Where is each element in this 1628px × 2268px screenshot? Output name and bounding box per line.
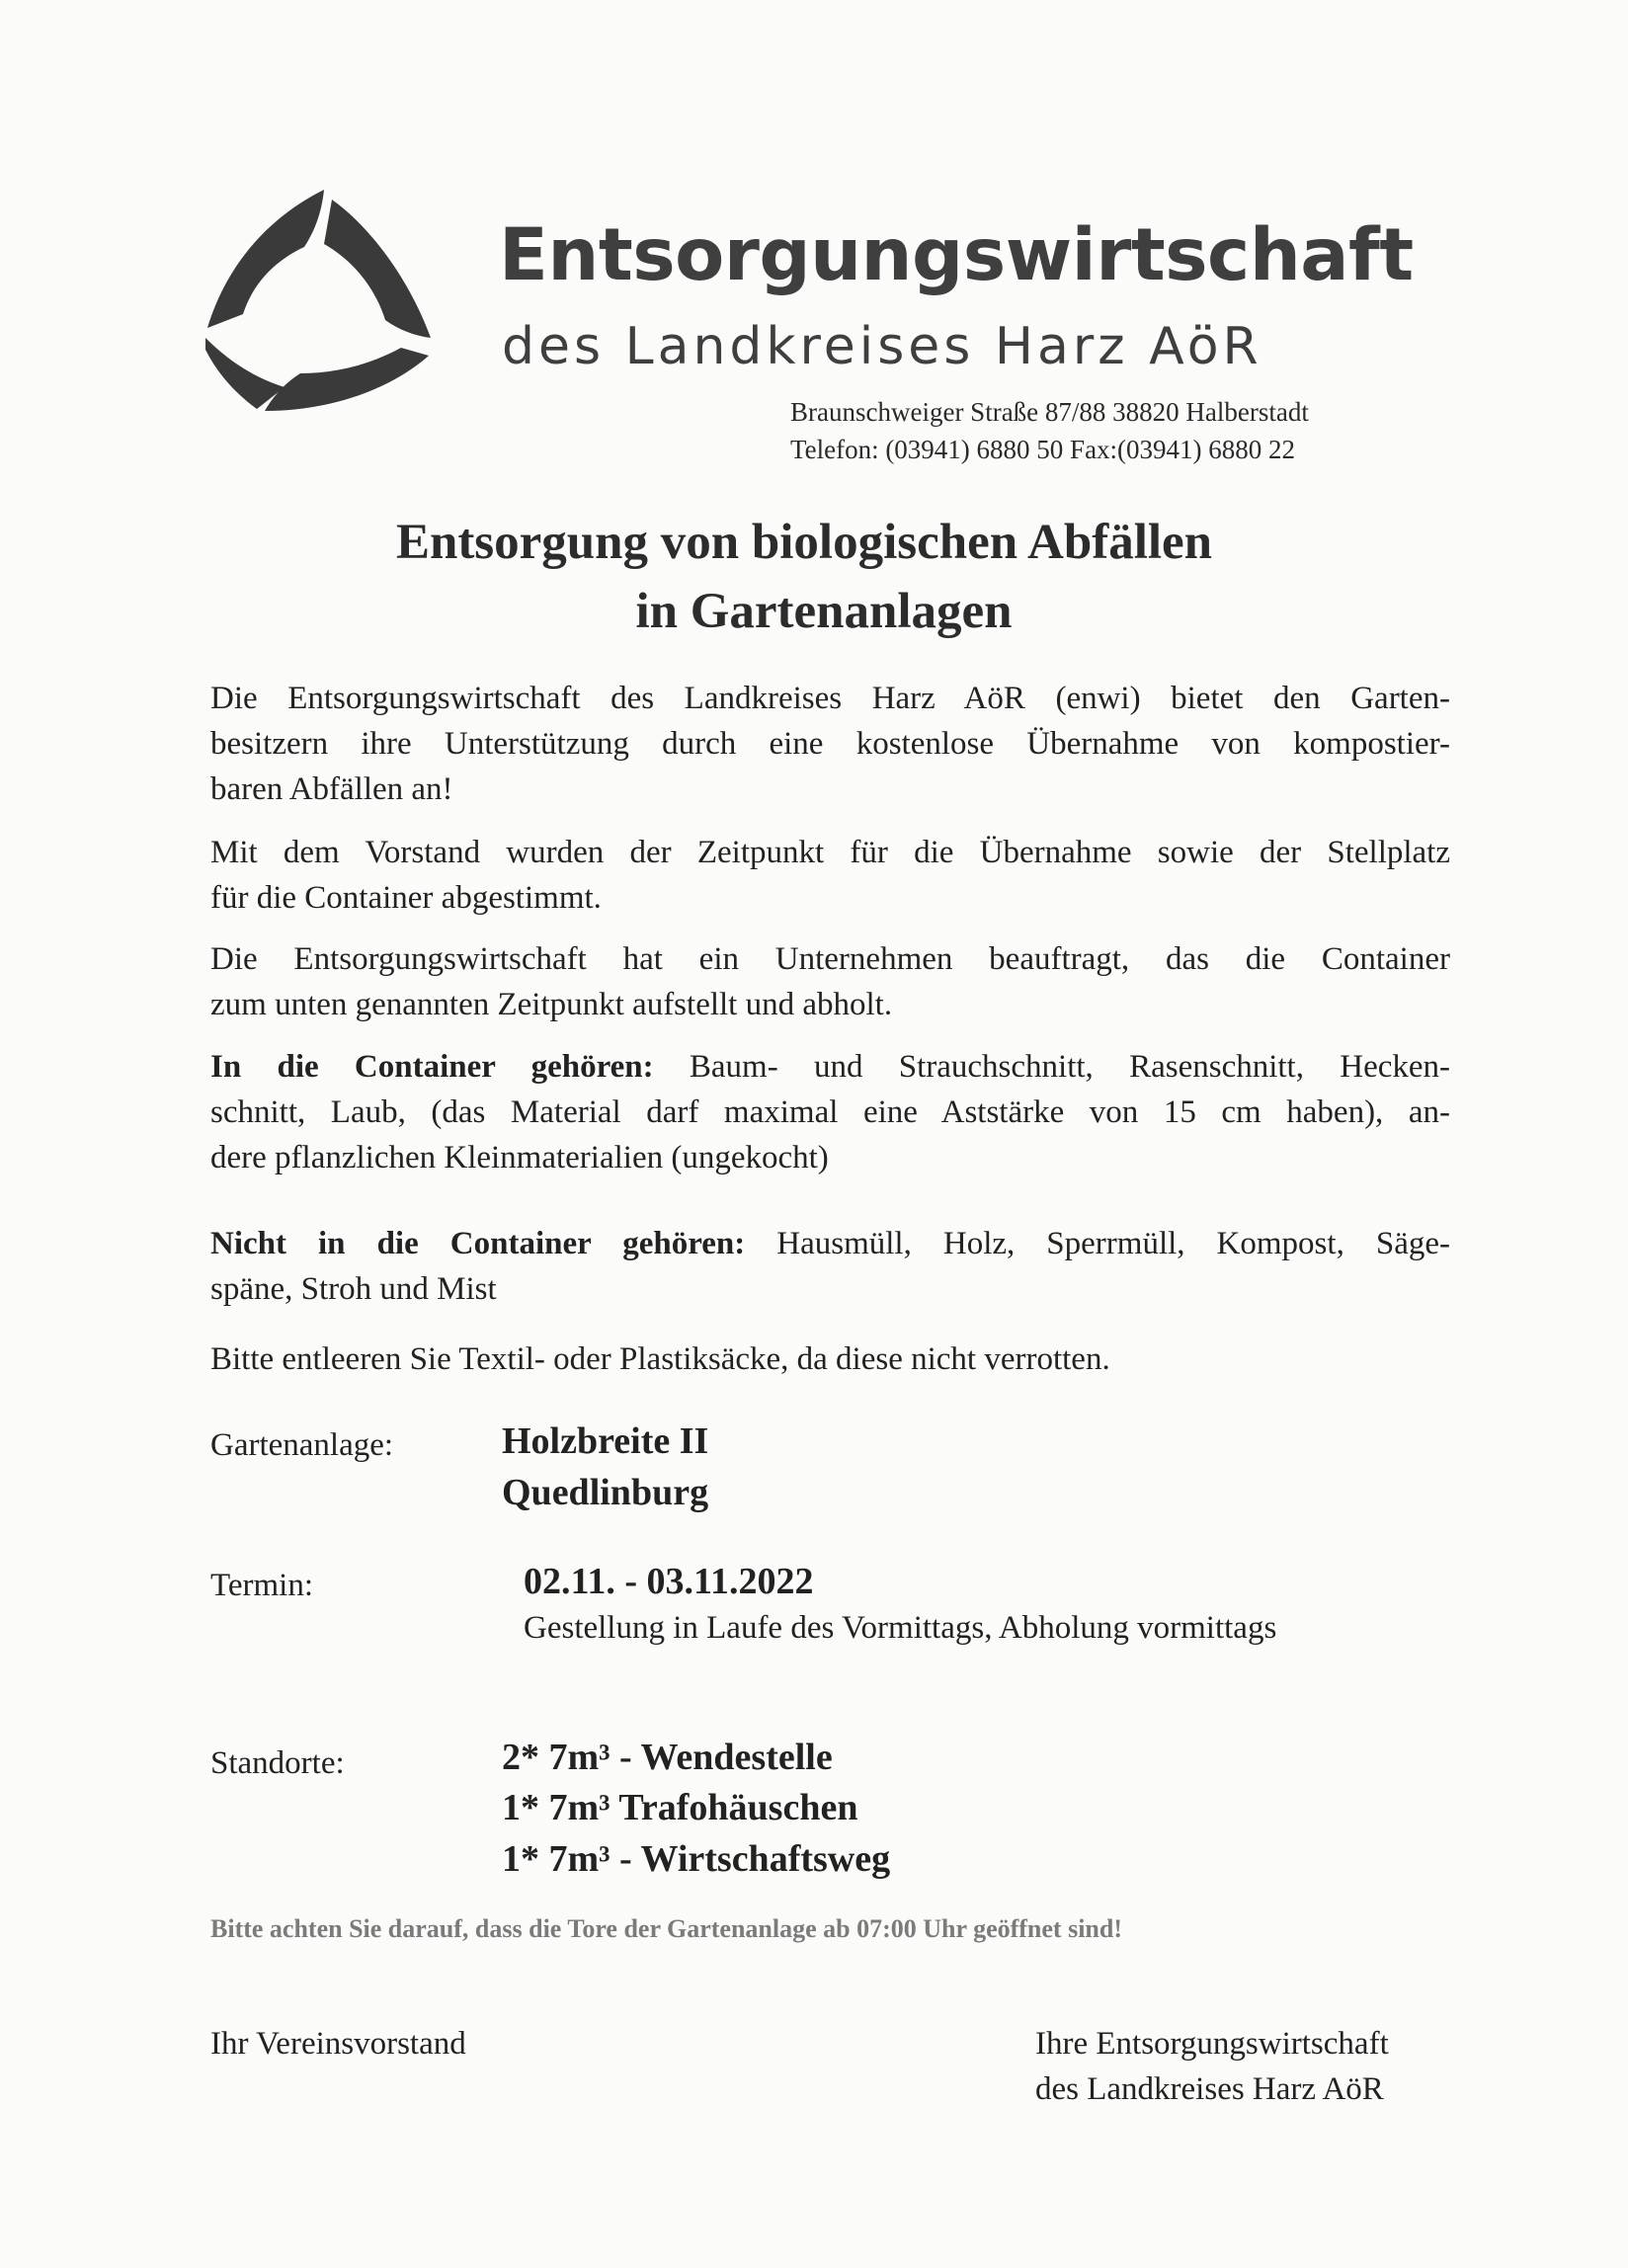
paragraph-line: besitzern ihre Unterstützung durch eine kostenlose Übernahme von kompostier- <box>210 726 1450 762</box>
paragraph-line: schnitt, Laub, (das Material darf maximal eine Aststärke von 15 cm haben), an- <box>210 1094 1450 1130</box>
date-label: Termin: <box>210 1568 313 1603</box>
date-note: Gestellung in Laufe des Vormittags, Abholung vormittags <box>524 1610 1277 1646</box>
paragraph-line: zum unten genannten Zeitpunkt aufstellt und abholt. <box>210 987 893 1022</box>
address-block <box>790 393 1309 468</box>
document-title-line1: Entsorgung von biologischen Abfällen <box>395 515 1213 570</box>
garden-name: Holzbreite II <box>502 1420 709 1462</box>
board-paragraph <box>210 830 1450 921</box>
locations-label: Standorte: <box>210 1745 345 1781</box>
organization-name: Entsorgungswirtschaft <box>499 213 1414 297</box>
intro-paragraph <box>210 676 1450 812</box>
location-item: 2* 7m³ - Wendestelle <box>502 1737 833 1778</box>
paragraph-line: Die Entsorgungswirtschaft hat ein Unternehmen beauftragt, das die Container <box>210 941 1450 977</box>
address-line: Braunschweiger Straße 87/88 38820 Halberstadt <box>790 397 1309 427</box>
location-item: 1* 7m³ Trafohäuschen <box>502 1787 858 1828</box>
paragraph-line: späne, Stroh und Mist <box>210 1271 497 1307</box>
garden-label: Gartenanlage: <box>210 1427 394 1463</box>
paragraph-line: baren Abfällen an! <box>210 771 453 807</box>
paragraph-line: Mit dem Vorstand wurden der Zeitpunkt für die Übernahme sowie der Stellplatz <box>210 835 1450 870</box>
paragraph-line: Die Entsorgungswirtschaft des Landkreises Harz AöR (enwi) bietet den Garten- <box>210 681 1450 716</box>
paragraph-line: Nicht in die Container gehören: Hausmüll, Holz, Sperrmüll, Kompost, Säge- <box>210 1226 1450 1261</box>
organization-subtitle: des Landkreises Harz AöR <box>502 317 1262 376</box>
document-title-line2: in Gartenanlagen <box>635 584 1013 639</box>
signature-right-line1: Ihre Entsorgungswirtschaft <box>1035 2026 1389 2062</box>
signature-right-line2: des Landkreises Harz AöR <box>1035 2071 1384 2107</box>
empty-bags-paragraph <box>210 1336 1450 1382</box>
paragraph-line: Bitte entleeren Sie Textil- oder Plastiksäcke, da diese nicht verrotten. <box>210 1341 1110 1377</box>
paragraph-line: In die Container gehören: Baum- und Strauchschnitt, Rasenschnitt, Hecken- <box>210 1049 1451 1085</box>
gate-notice: Bitte achten Sie darauf, dass die Tore der Gartenanlage ab 07:00 Uhr geöffnet sind! <box>210 1914 1123 1943</box>
contact-line: Telefon: (03941) 6880 50 Fax:(03941) 6880 22 <box>790 435 1296 464</box>
signature-left: Ihr Vereinsvorstand <box>210 2026 466 2062</box>
triangle-swirl-logo-icon <box>205 190 433 419</box>
contractor-paragraph <box>210 936 1450 1027</box>
garden-city: Quedlinburg <box>502 1472 709 1513</box>
allowed-materials-paragraph <box>210 1044 1450 1180</box>
not-allowed-heading: Nicht in die Container gehören: <box>210 1226 746 1261</box>
not-allowed-materials-paragraph <box>210 1221 1450 1312</box>
date-value: 02.11. - 03.11.2022 <box>524 1561 814 1602</box>
paragraph-line: dere pflanzlichen Kleinmaterialien (ungekocht) <box>210 1140 829 1175</box>
location-item: 1* 7m³ - Wirtschaftsweg <box>502 1838 891 1880</box>
allowed-heading: In die Container gehören: <box>210 1049 654 1085</box>
paragraph-line: für die Container abgestimmt. <box>210 880 602 916</box>
